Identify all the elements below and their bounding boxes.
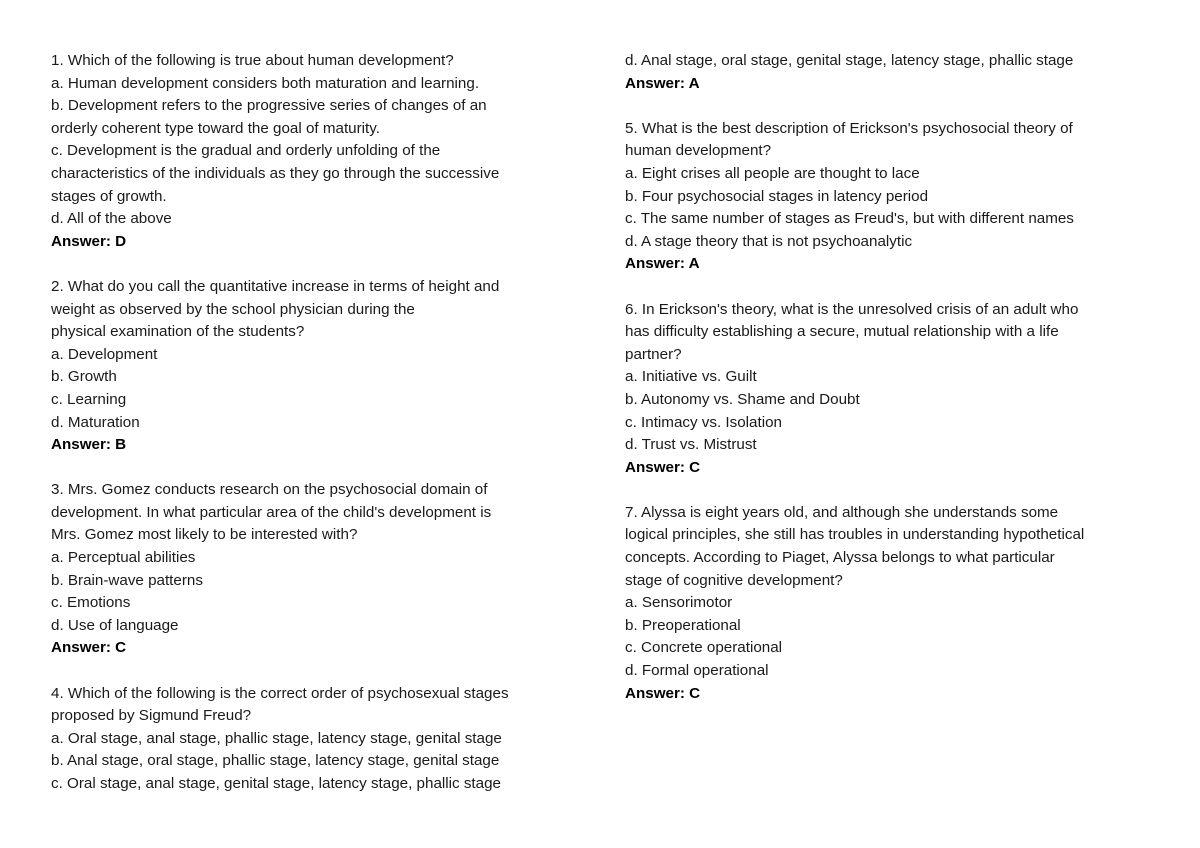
right-column <box>625 50 1165 728</box>
question-5-stem-cont: human development? <box>625 142 772 160</box>
option-c: c. Oral stage, anal stage, genital stage, latency stage, phallic stage <box>51 775 501 792</box>
option-a: a. Initiative vs. Guilt <box>625 368 757 386</box>
option-c: c. Intimacy vs. Isolation <box>625 413 782 431</box>
option-d: d. All of the above <box>51 210 172 228</box>
question-6-stem-cont: has difficulty establishing a secure, mutual relationship with a life <box>625 323 1059 341</box>
answer-6: Answer: C <box>625 458 701 476</box>
question-6-stem: 6. In Erickson's theory, what is the unresolved crisis of an adult who <box>625 300 1079 318</box>
option-a: a. Eight crises all people are thought to lace <box>625 164 920 182</box>
option-b: b. Growth <box>51 368 117 386</box>
question-2 <box>51 276 591 457</box>
option-c: c. Learning <box>51 390 127 408</box>
question-6-stem-cont: partner? <box>625 345 682 363</box>
option-c: c. Concrete operational <box>625 639 783 657</box>
question-2-stem-cont: weight as observed by the school physician during the <box>51 300 415 318</box>
option-a: a. Development <box>51 345 158 363</box>
option-c: c. Development is the gradual and orderly unfolding of the <box>51 142 441 160</box>
question-7-stem-cont: logical principles, she still has troubles in understanding hypothetical <box>625 526 1085 544</box>
option-a: a. Perceptual abilities <box>51 549 196 567</box>
question-7-stem-cont: stage of cognitive development? <box>625 571 843 589</box>
option-b: b. Brain-wave patterns <box>51 571 203 589</box>
option-a: a. Oral stage, anal stage, phallic stage, latency stage, genital stage <box>51 729 502 747</box>
answer-3: Answer: C <box>51 639 127 657</box>
option-a: a. Sensorimotor <box>625 594 733 612</box>
question-1 <box>51 50 591 253</box>
answer-2: Answer: B <box>51 436 127 454</box>
option-c-cont: stages of growth. <box>51 187 167 205</box>
question-4-stem: 4. Which of the following is the correct order of psychosexual stages <box>51 684 509 702</box>
option-c-cont: characteristics of the individuals as they go through the successive <box>51 164 500 182</box>
left-column <box>51 50 591 818</box>
question-2-stem-cont: physical examination of the students? <box>51 323 305 341</box>
question-1-stem: 1. Which of the following is true about human development? <box>51 52 454 69</box>
question-7 <box>625 502 1165 705</box>
option-b-cont: orderly coherent type toward the goal of maturity. <box>51 119 380 137</box>
option-d: d. Use of language <box>51 616 179 634</box>
answer-7: Answer: C <box>625 684 701 702</box>
question-3-stem: 3. Mrs. Gomez conducts research on the psychosocial domain of <box>51 481 488 499</box>
answer-5: Answer: A <box>625 255 700 273</box>
option-d: d. Anal stage, oral stage, genital stage, latency stage, phallic stage <box>625 52 1074 69</box>
question-2-stem: 2. What do you call the quantitative increase in terms of height and <box>51 277 500 295</box>
option-a: a. Human development considers both maturation and learning. <box>51 74 480 92</box>
question-3-stem-cont: development. In what particular area of the child's development is <box>51 503 492 521</box>
question-7-stem: 7. Alyssa is eight years old, and although she understands some <box>625 503 1059 521</box>
question-4 <box>51 683 591 796</box>
option-d: d. Formal operational <box>625 662 769 680</box>
option-c: c. The same number of stages as Freud's, but with different names <box>625 210 1074 228</box>
option-b: b. Development refers to the progressive series of changes of an <box>51 97 487 115</box>
question-3-stem-cont: Mrs. Gomez most likely to be interested with? <box>51 526 358 544</box>
answer-4: Answer: A <box>625 74 700 92</box>
question-5 <box>625 118 1165 276</box>
option-b: b. Autonomy vs. Shame and Doubt <box>625 390 860 408</box>
question-5-stem: 5. What is the best description of Erickson's psychosocial theory of <box>625 119 1073 137</box>
option-d: d. A stage theory that is not psychoanalytic <box>625 232 913 250</box>
option-c: c. Emotions <box>51 594 131 612</box>
option-b: b. Anal stage, oral stage, phallic stage, latency stage, genital stage <box>51 752 500 770</box>
option-b: b. Preoperational <box>625 616 741 634</box>
answer-1: Answer: D <box>51 232 127 250</box>
question-4-stem-cont: proposed by Sigmund Freud? <box>51 707 252 725</box>
question-3 <box>51 479 591 660</box>
option-d: d. Trust vs. Mistrust <box>625 436 757 454</box>
question-7-stem-cont: concepts. According to Piaget, Alyssa belongs to what particular <box>625 549 1055 567</box>
question-4-continued <box>625 50 1165 95</box>
question-6 <box>625 299 1165 480</box>
option-b: b. Four psychosocial stages in latency period <box>625 187 929 205</box>
option-d: d. Maturation <box>51 413 140 431</box>
